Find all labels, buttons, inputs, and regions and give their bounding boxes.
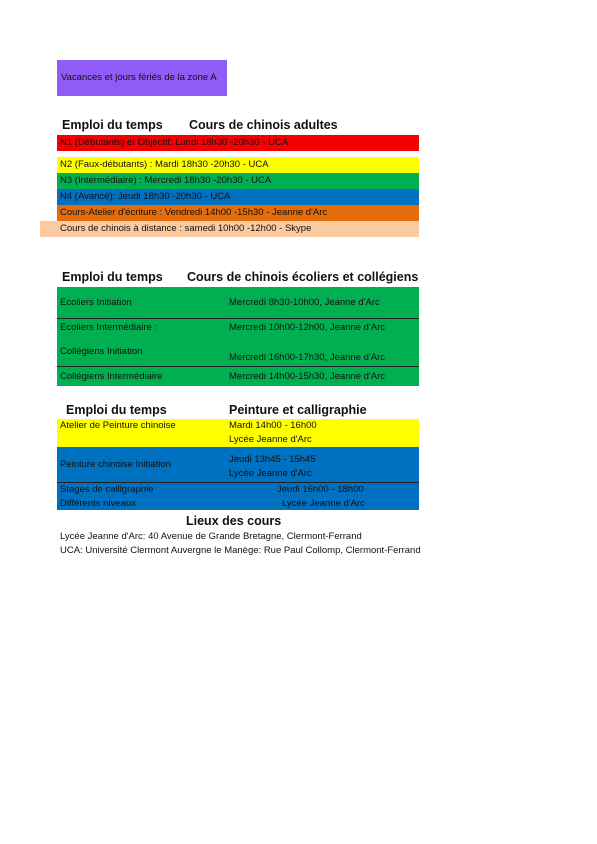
- school-time-collegiens-initiation: Mercredi 16h00-17h30, Jeanne d'Arc: [229, 352, 386, 363]
- painting-label-initiation: Peinture chinoise Initiation: [60, 459, 171, 470]
- painting-row-divider: [57, 482, 419, 483]
- school-label-ecoliers-initiation: Ecoliers Initiation: [60, 297, 132, 308]
- painting-time-initiation: Jeudi 13h45 - 15h45: [229, 454, 316, 465]
- holidays-zone-a-button[interactable]: Vacances et jours fériés de la zone A: [57, 60, 227, 96]
- places-title: Lieux des cours: [186, 514, 282, 528]
- adult-row-n2: N2 (Faux-débutants) : Mardi 18h30 -20h30 - UCA: [57, 157, 419, 173]
- painting-header-left: Emploi du temps: [66, 403, 167, 417]
- school-time-ecoliers-intermediaire: Mercredi 10h00-12h00, Jeanne d'Arc: [229, 322, 386, 333]
- places-lycee-address: Lycée Jeanne d'Arc: 40 Avenue de Grande Bretagne, Clermont-Ferrand: [60, 531, 362, 542]
- adult-row-n3: N3 (Intermédiaire) : Mercredi 18h30 -20h30 - UCA: [57, 173, 419, 189]
- school-label-collegiens-intermediaire: Collégiens Intermédiaire: [60, 371, 163, 382]
- adult-row-distance: Cours de chinois à distance : samedi 10h00 -12h00 - Skype: [40, 221, 419, 237]
- school-label-ecoliers-intermediaire: Ecoliers Intermédiaire :: [60, 322, 158, 333]
- school-header-left: Emploi du temps: [62, 270, 163, 284]
- school-row-divider: [57, 366, 419, 367]
- school-label-collegiens-initiation: Collégiens Initiation: [60, 346, 143, 357]
- adult-header-left: Emploi du temps: [62, 118, 163, 132]
- school-header-title: Cours de chinois écoliers et collégiens: [187, 270, 419, 284]
- painting-place-atelier: Lycée Jeanne d'Arc: [229, 434, 312, 445]
- adult-row-n1: N1 (Débutants) et Objectif: Lundi 18h30 -20h30 - UCA: [57, 135, 419, 151]
- painting-place-initiation: Lycée Jeanne d'Arc: [229, 468, 312, 479]
- school-time-ecoliers-initiation: Mercredi 8h30-10h00, Jeanne d'Arc: [229, 297, 380, 308]
- school-time-collegiens-intermediaire: Mercredi 14h00-15h30, Jeanne d'Arc: [229, 371, 386, 382]
- painting-label-niveaux: Différents niveaux: [60, 498, 136, 509]
- places-uca-address: UCA: Université Clermont Auvergne le Manège: Rue Paul Collomp, Clermont-Ferrand: [60, 545, 421, 556]
- school-row-divider: [57, 318, 419, 319]
- painting-header-title: Peinture et calligraphie: [229, 403, 367, 417]
- painting-place-calligraphie: Lycée Jeanne d'Arc: [282, 498, 365, 509]
- painting-time-calligraphie: Jeudi 16h00 - 18h00: [277, 484, 364, 495]
- adult-row-n4: N4 (Avancé): Jeudi 18h30 -20h30 - UCA: [57, 189, 419, 205]
- adult-header-title: Cours de chinois adultes: [189, 118, 338, 132]
- painting-label-calligraphie: Stages de calligraphie: [60, 484, 154, 495]
- painting-label-atelier: Atelier de Peinture chinoise: [60, 420, 176, 431]
- painting-time-atelier: Mardi 14h00 - 16h00: [229, 420, 317, 431]
- adult-row-writing: Cours-Atelier d'écriture : Vendredi 14h00 -15h30 - Jeanne d'Arc: [57, 205, 419, 221]
